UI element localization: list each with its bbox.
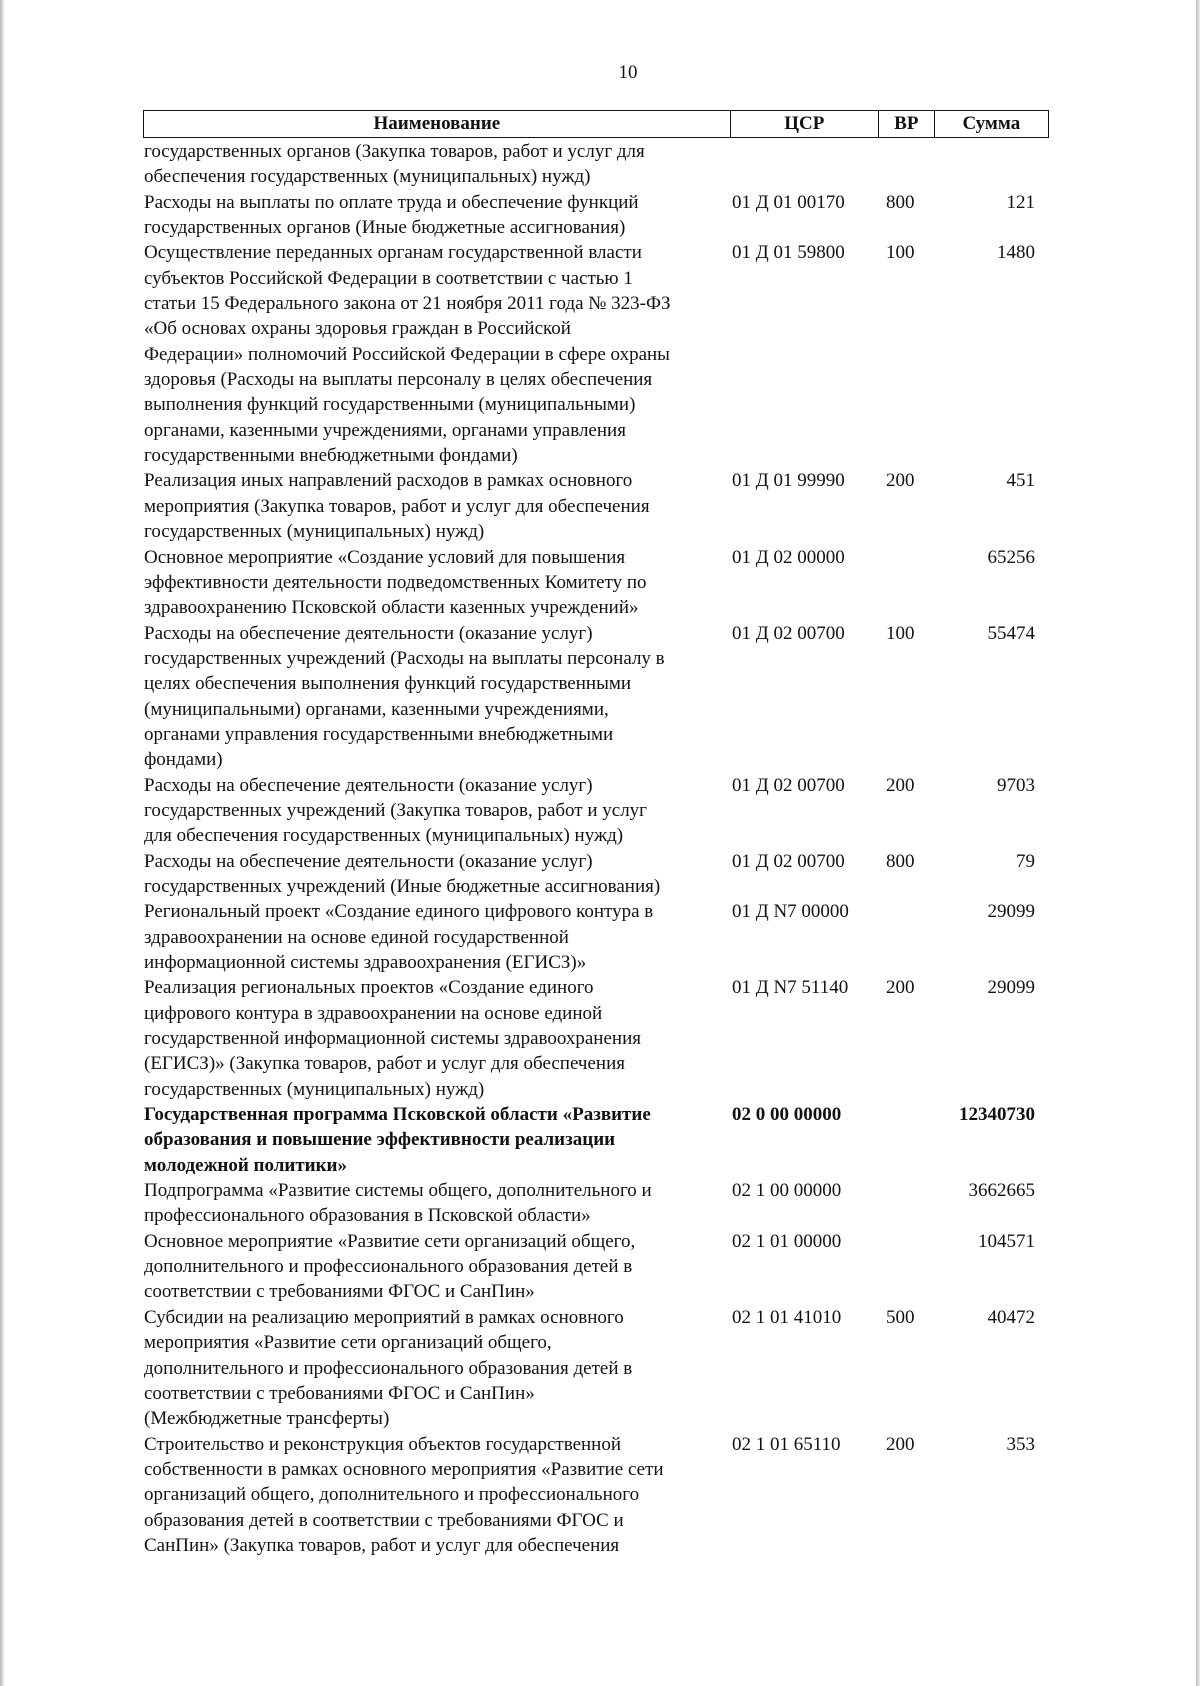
- table-row: [143, 1102, 1049, 1178]
- row-name: [143, 190, 732, 241]
- table-row: [143, 899, 1049, 975]
- row-sum: 55474: [987, 622, 1035, 644]
- budget-table: [143, 110, 1049, 1558]
- table-row: [143, 190, 1049, 241]
- header-csr: ЦСР: [731, 111, 879, 137]
- table-row: [143, 468, 1049, 544]
- row-name-line: для обеспечения государственных (муниципальных) нужд): [144, 825, 624, 847]
- row-name-line: молодежной политики»: [144, 1154, 347, 1176]
- row-csr: 01 Д 02 00700: [732, 622, 845, 644]
- table-row: [143, 139, 1049, 190]
- row-vr: [880, 1178, 935, 1229]
- row-name-line: государственных учреждений (Расходы на выплаты персоналу в: [144, 647, 665, 669]
- row-sum: 104571: [978, 1230, 1035, 1252]
- row-vr: 800: [886, 850, 915, 872]
- header-name: Наименование: [144, 111, 731, 137]
- row-name-line: Расходы на обеспечение деятельности (оказание услуг): [144, 622, 593, 644]
- row-name-line: Региональный проект «Создание единого цифрового контура в: [144, 901, 654, 923]
- row-vr: 200: [886, 977, 915, 999]
- table-row: [143, 240, 1049, 468]
- row-sum: 29099: [987, 901, 1035, 923]
- row-name-line: государственных учреждений (Иные бюджетные ассигнования): [144, 875, 661, 897]
- row-vr: [880, 139, 935, 190]
- row-name-line: субъектов Российской Федерации в соответствии с частью 1: [144, 267, 633, 289]
- row-csr: 02 1 01 65110: [732, 1433, 841, 1455]
- row-sum: 65256: [987, 546, 1035, 568]
- row-sum: 12340730: [959, 1104, 1035, 1126]
- row-name-line: государственных органов (Иные бюджетные ассигнования): [144, 217, 626, 239]
- row-name-line: СанПин» (Закупка товаров, работ и услуг для обеспечения: [144, 1534, 620, 1556]
- row-vr: [880, 545, 935, 621]
- row-sum: 121: [1006, 191, 1035, 213]
- row-name-line: собственности в рамках основного мероприятия «Развитие сети: [144, 1458, 664, 1480]
- row-name: [143, 773, 732, 849]
- table-row: [143, 773, 1049, 849]
- row-name-line: государственных (муниципальных) нужд): [144, 521, 485, 543]
- row-name-line: Государственная программа Псковской области «Развитие: [144, 1104, 651, 1126]
- scan-edge-right: [1196, 0, 1200, 1686]
- row-sum: 353: [1006, 1433, 1035, 1455]
- row-name-line: государственных учреждений (Закупка товаров, работ и услуг: [144, 799, 647, 821]
- row-name-line: соответствии с требованиями ФГОС и СанПин»: [144, 1382, 535, 1404]
- row-name-line: Основное мероприятие «Развитие сети организаций общего,: [144, 1230, 636, 1252]
- row-name: [143, 849, 732, 900]
- row-name-line: Подпрограмма «Развитие системы общего, дополнительного и: [144, 1180, 652, 1202]
- row-name-line: государственной информационной системы здравоохранения: [144, 1028, 641, 1050]
- row-name-line: «Об основах охраны здоровья граждан в Российской: [144, 318, 571, 340]
- row-sum: 9703: [997, 774, 1035, 796]
- header-sum: Сумма: [962, 113, 1021, 134]
- row-vr: [880, 1102, 935, 1178]
- table-row: [143, 1305, 1049, 1432]
- row-csr: 01 Д N7 51140: [732, 977, 849, 999]
- row-name-line: дополнительного и профессионального образования детей в: [144, 1256, 633, 1278]
- row-name-line: Субсидии на реализацию мероприятий в рамках основного: [144, 1306, 624, 1328]
- row-name-line: (Межбюджетные трансферты): [144, 1408, 390, 1430]
- row-sum: 29099: [987, 977, 1035, 999]
- row-sum: 3662665: [968, 1180, 1035, 1202]
- row-csr: 01 Д N7 00000: [732, 901, 849, 923]
- row-name-line: цифрового контура в здравоохранении на основе единой: [144, 1002, 603, 1024]
- row-name-line: Расходы на обеспечение деятельности (оказание услуг): [144, 850, 593, 872]
- row-vr: 100: [886, 622, 915, 644]
- row-name-line: Строительство и реконструкция объектов государственной: [144, 1433, 622, 1455]
- row-csr: 01 Д 02 00000: [732, 546, 845, 568]
- row-name: [143, 1178, 732, 1229]
- row-name-line: здравоохранении на основе единой государственной: [144, 926, 569, 948]
- row-sum: 40472: [987, 1306, 1035, 1328]
- row-name-line: Осуществление переданных органам государственной власти: [144, 242, 642, 264]
- row-sum: [935, 139, 1049, 190]
- row-name-line: Расходы на выплаты по оплате труда и обеспечение функций: [144, 191, 639, 213]
- row-csr: 01 Д 02 00700: [732, 774, 845, 796]
- table-row: [143, 1178, 1049, 1229]
- row-vr: [880, 1229, 935, 1305]
- row-name-line: мероприятия (Закупка товаров, работ и услуг для обеспечения: [144, 495, 650, 517]
- scan-edge-left: [0, 0, 4, 1686]
- row-name-line: государственных органов (Закупка товаров, работ и услуг для: [144, 141, 645, 162]
- row-name-line: профессионального образования в Псковской области»: [144, 1205, 591, 1227]
- row-csr: 01 Д 01 99990: [732, 470, 845, 492]
- row-name-line: дополнительного и профессионального образования детей в: [144, 1357, 633, 1379]
- row-name: [143, 975, 732, 1102]
- row-sum: 79: [1016, 850, 1035, 872]
- row-name-line: обеспечения государственных (муниципальных) нужд): [144, 166, 591, 188]
- row-name-line: организаций общего, дополнительного и профессионального: [144, 1484, 640, 1506]
- row-name-line: органами управления государственными внебюджетными: [144, 723, 614, 745]
- table-row: [143, 545, 1049, 621]
- row-csr: 01 Д 02 00700: [732, 850, 845, 872]
- header-vr: ВР: [879, 111, 935, 137]
- row-name-line: Расходы на обеспечение деятельности (оказание услуг): [144, 774, 593, 796]
- table-row: [143, 849, 1049, 900]
- row-csr: 02 1 01 41010: [732, 1306, 842, 1328]
- row-csr: 01 Д 01 00170: [732, 191, 845, 213]
- row-name: [143, 1305, 732, 1432]
- row-name-line: фондами): [144, 749, 223, 771]
- row-name: [143, 545, 732, 621]
- row-name-line: соответствии с требованиями ФГОС и СанПин»: [144, 1281, 535, 1303]
- row-vr: [880, 899, 935, 975]
- row-name: [143, 468, 732, 544]
- row-name-line: здоровья (Расходы на выплаты персоналу в целях обеспечения: [144, 369, 653, 391]
- row-vr: 500: [886, 1306, 915, 1328]
- row-name-line: эффективности деятельности подведомственных Комитету по: [144, 571, 647, 593]
- row-name: [143, 139, 732, 190]
- row-sum: 451: [1006, 470, 1035, 492]
- row-vr: 200: [886, 470, 915, 492]
- row-name: [143, 899, 732, 975]
- row-name-line: государственных (муниципальных) нужд): [144, 1078, 485, 1100]
- row-name-line: Реализация региональных проектов «Создание единого: [144, 977, 594, 999]
- row-name: [143, 1432, 732, 1559]
- row-vr: 100: [886, 242, 915, 264]
- row-name: [143, 1102, 732, 1178]
- row-name-line: мероприятия «Развитие сети организаций общего,: [144, 1332, 552, 1354]
- row-csr: 02 1 01 00000: [732, 1230, 842, 1252]
- table-row: [143, 621, 1049, 773]
- row-name: [143, 1229, 732, 1305]
- row-name-line: статьи 15 Федерального закона от 21 ноября 2011 года № 323-ФЗ: [144, 293, 671, 315]
- row-name-line: Федерации» полномочий Российской Федерации в сфере охраны: [144, 343, 670, 365]
- row-name-line: государственными внебюджетными фондами): [144, 445, 518, 467]
- row-vr: 200: [886, 774, 915, 796]
- page-number: 10: [618, 62, 638, 83]
- table-row: [143, 975, 1049, 1102]
- row-name-line: (ЕГИСЗ)» (Закупка товаров, работ и услуг для обеспечения: [144, 1053, 625, 1075]
- row-name-line: образования детей в соответствии с требованиями ФГОС и: [144, 1509, 624, 1531]
- row-name-line: Реализация иных направлений расходов в рамках основного: [144, 470, 633, 492]
- row-name-line: информационной системы здравоохранения (ЕГИСЗ)»: [144, 952, 587, 973]
- row-name-line: здравоохранению Псковской области казенных учреждений»: [144, 597, 639, 619]
- row-name-line: целях обеспечения выполнения функций государственными: [144, 673, 632, 695]
- row-vr: 200: [886, 1433, 915, 1455]
- table-header: [143, 110, 1049, 138]
- row-name-line: органами, казенными учреждениями, органами управления: [144, 419, 626, 441]
- row-name: [143, 240, 732, 468]
- row-name-line: образования и повышение эффективности реализации: [144, 1129, 616, 1151]
- row-csr: [732, 139, 880, 190]
- row-name-line: выполнения функций государственными (муниципальными): [144, 394, 636, 416]
- row-name-line: (муниципальными) органами, казенными учреждениями,: [144, 698, 609, 720]
- row-name-line: Основное мероприятие «Создание условий для повышения: [144, 546, 626, 568]
- row-sum: 1480: [997, 242, 1035, 264]
- table-body: [143, 139, 1049, 1558]
- row-csr: 02 1 00 00000: [732, 1180, 842, 1202]
- table-row: [143, 1432, 1049, 1559]
- table-row: [143, 1229, 1049, 1305]
- row-vr: 800: [886, 191, 915, 213]
- row-name: [143, 621, 732, 773]
- row-csr: 01 Д 01 59800: [732, 242, 845, 264]
- row-csr: 02 0 00 00000: [732, 1104, 842, 1126]
